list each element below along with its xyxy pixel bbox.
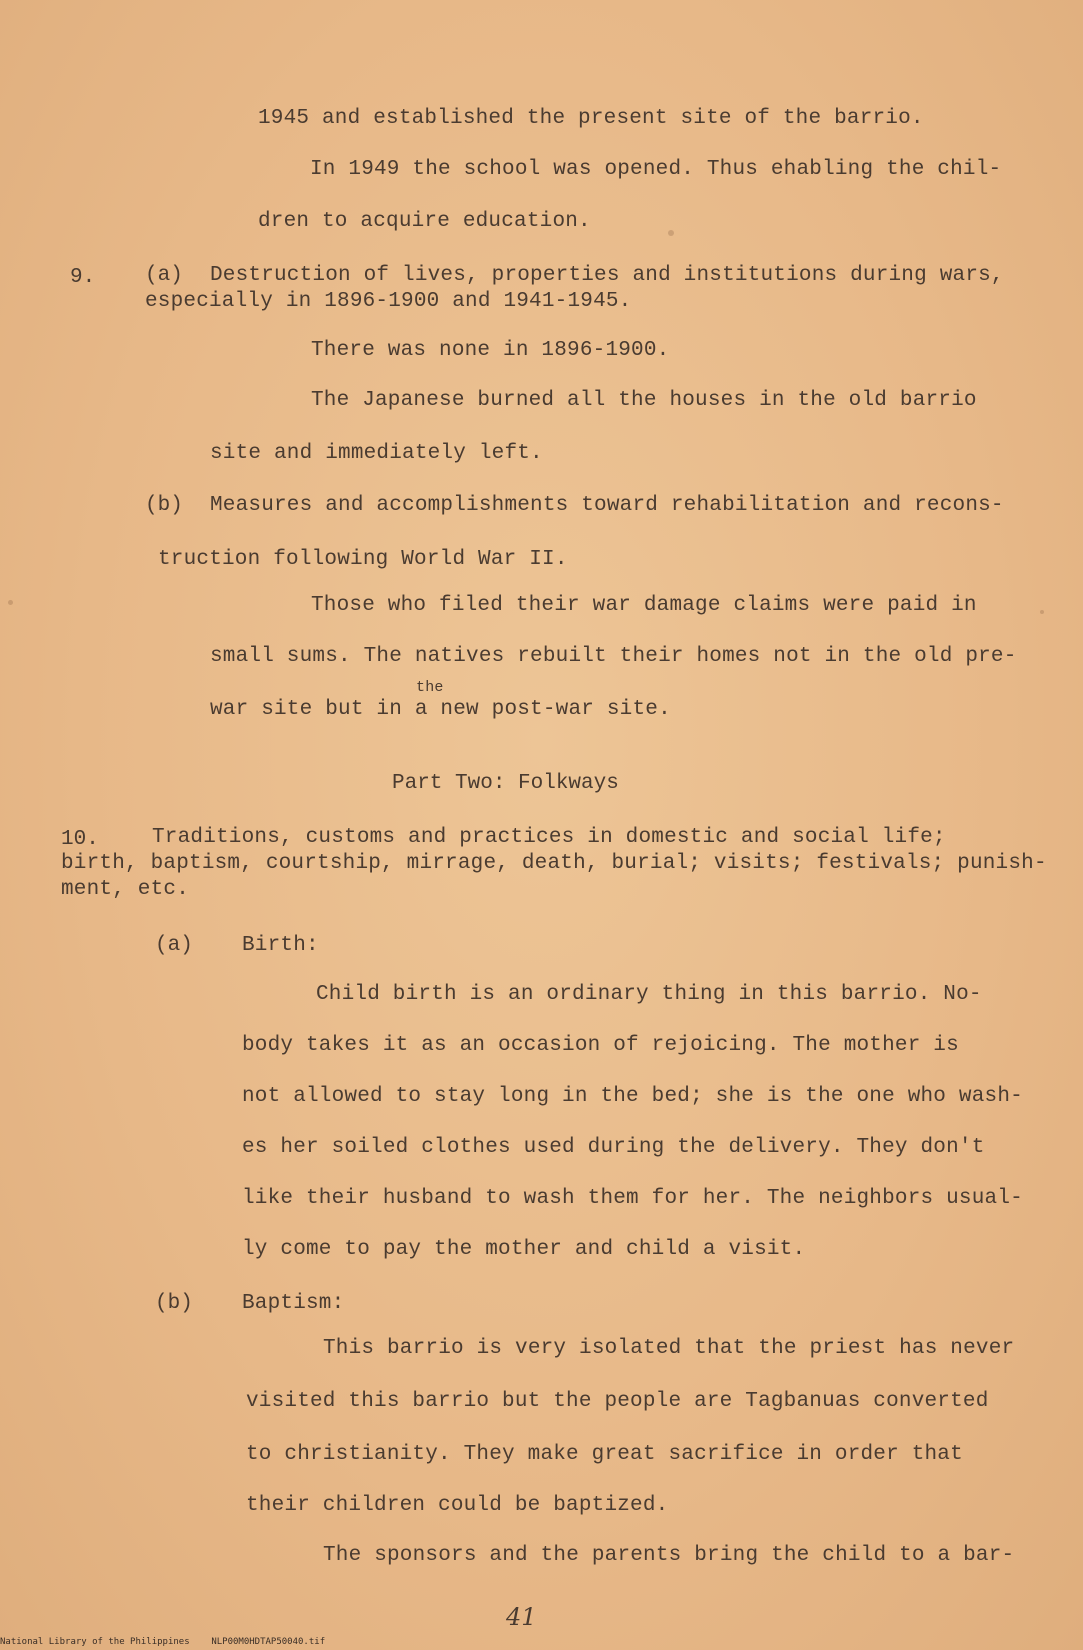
text-line: 1945 and established the present site of the barrio. bbox=[258, 107, 924, 130]
paragraph-line: es her soiled clothes used during the delivery. They don't bbox=[242, 1136, 985, 1159]
handwritten-insertion: the bbox=[416, 679, 444, 696]
question-line: truction following World War II. bbox=[158, 548, 568, 571]
answer-line: site and immediately left. bbox=[210, 442, 543, 465]
sub-title: Baptism: bbox=[242, 1292, 345, 1315]
scan-footer: National Library of the Philippines NLP00M0HDTAP50040.tif bbox=[0, 1637, 326, 1647]
paragraph-line: ly come to pay the mother and child a visit. bbox=[242, 1238, 806, 1261]
question-line: especially in 1896-1900 and 1941-1945. bbox=[145, 290, 632, 313]
question-line: Destruction of lives, properties and institutions during wars, bbox=[210, 264, 1004, 287]
paragraph-line: visited this barrio but the people are Tagbanuas converted bbox=[246, 1390, 989, 1413]
item-number: 9. bbox=[70, 266, 96, 289]
paragraph-line: Child birth is an ordinary thing in this barrio. No- bbox=[316, 983, 982, 1006]
sub-label: (a) bbox=[145, 264, 183, 287]
ink-spot bbox=[1040, 610, 1044, 614]
question-line: ment, etc. bbox=[61, 878, 190, 901]
question-line: birth, baptism, courtship, mirrage, death, burial; visits; festivals; punish- bbox=[61, 852, 1047, 875]
paragraph-line: like their husband to wash them for her. The neighbors usual- bbox=[242, 1187, 1023, 1210]
answer-line: Those who filed their war damage claims were paid in bbox=[311, 594, 977, 617]
question-line: Measures and accomplishments toward rehabilitation and recons- bbox=[210, 494, 1004, 517]
ink-spot bbox=[8, 600, 13, 605]
sub-label: (a) bbox=[155, 934, 193, 957]
answer-line: war site but in a new post-war site. bbox=[210, 698, 671, 721]
paragraph-line: This barrio is very isolated that the priest has never bbox=[323, 1337, 1015, 1360]
page-number: 41 bbox=[506, 1603, 537, 1631]
sub-label: (b) bbox=[145, 494, 183, 517]
section-heading: Part Two: Folkways bbox=[392, 772, 619, 795]
paragraph-line: body takes it as an occasion of rejoicing. The mother is bbox=[242, 1034, 959, 1057]
item-number: 10. bbox=[61, 828, 99, 851]
paragraph-line: not allowed to stay long in the bed; she is the one who wash- bbox=[242, 1085, 1023, 1108]
answer-line: small sums. The natives rebuilt their homes not in the old pre- bbox=[210, 645, 1017, 668]
paragraph-line: their children could be baptized. bbox=[246, 1494, 669, 1517]
sub-title: Birth: bbox=[242, 934, 319, 957]
paragraph-line: The sponsors and the parents bring the child to a bar- bbox=[323, 1544, 1015, 1567]
ink-spot bbox=[668, 230, 674, 236]
paragraph-line: to christianity. They make great sacrifice in order that bbox=[246, 1443, 963, 1466]
answer-line: The Japanese burned all the houses in the old barrio bbox=[311, 389, 977, 412]
sub-label: (b) bbox=[155, 1292, 193, 1315]
answer-line: There was none in 1896-1900. bbox=[311, 339, 670, 362]
question-line: Traditions, customs and practices in domestic and social life; bbox=[152, 826, 946, 849]
text-line: In 1949 the school was opened. Thus ehabling the chil- bbox=[310, 158, 1002, 181]
text-line: dren to acquire education. bbox=[258, 210, 591, 233]
